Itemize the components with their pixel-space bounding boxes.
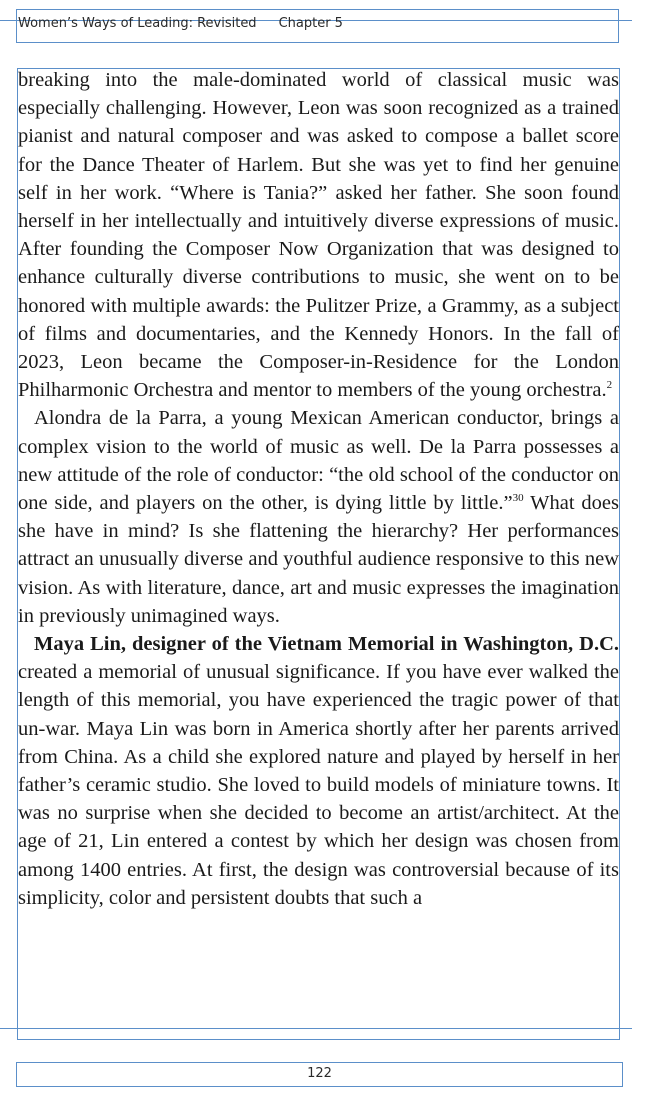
book-title: Women’s Ways of Leading: Revisited bbox=[18, 16, 257, 31]
paragraph-3-text: created a memorial of unusual significance. If you have ever walked the length of this memorial, you have experienced the tragic power of that un-war. Maya Lin was born in America shortly after her parents arrived from China. As a child she explored nature and played by herself in her father’s ceramic studio. She loved to build models of miniature towns. It was no surprise when she decided to become an artist/architect. At the age of 21, Lin entered a contest by which her design was chosen from among 1400 entries. At first, the design was controversial because of its simplicity, color and persistent doubts that such a bbox=[18, 661, 619, 909]
paragraph-3-lead-in: Maya Lin, designer of the Vietnam Memorial in Washington, D.C. bbox=[34, 633, 619, 656]
footnote-ref-2: 2 bbox=[606, 379, 613, 392]
paragraph-2-text-a: Alondra de la Parra, a young Mexican American conductor, brings a complex vision to the world of music as well. De la Parra possesses a new attitude of the role of conductor: “the old school of the conductor on one side, and players on the other, is dying little by little.” bbox=[18, 407, 619, 515]
page-number: 122 bbox=[307, 1066, 332, 1081]
paragraph-1 bbox=[18, 66, 619, 404]
body-text bbox=[18, 66, 619, 912]
running-head bbox=[18, 16, 343, 31]
chapter-label: Chapter 5 bbox=[278, 16, 343, 31]
paragraph-3 bbox=[18, 630, 619, 912]
paragraph-2-text-b: What does she have in mind? Is she flattening the hierarchy? Her performances attract an unusually diverse and youthful audience responsive to this new vision. As with literature, dance, art and music expresses the imagination in previously unimagined ways. bbox=[18, 492, 619, 627]
body-guide-line bbox=[0, 1028, 632, 1029]
paragraph-1-text: breaking into the male-dominated world of classical music was especially challenging. However, Leon was soon recognized as a trained pianist and natural composer and was asked to compose a ballet score for the Dance Theater of Harlem. But she was yet to find her genuine self in her work. “Where is Tania?” asked her father. She soon found herself in her intellectually and intuitively diverse expressions of music. After founding the Composer Now Organization that was designed to enhance culturally diverse contributions to music, she went on to be honored with multiple awards: the Pulitzer Prize, a Grammy, as a subject of films and documentaries, and the Kennedy Honors. In the fall of 2023, Leon became the Composer-in-Residence for the London Philharmonic Orchestra and mentor to members of the young orchestra. bbox=[18, 69, 619, 402]
paragraph-2 bbox=[18, 404, 619, 630]
footnote-ref-30: 30 bbox=[512, 492, 524, 505]
